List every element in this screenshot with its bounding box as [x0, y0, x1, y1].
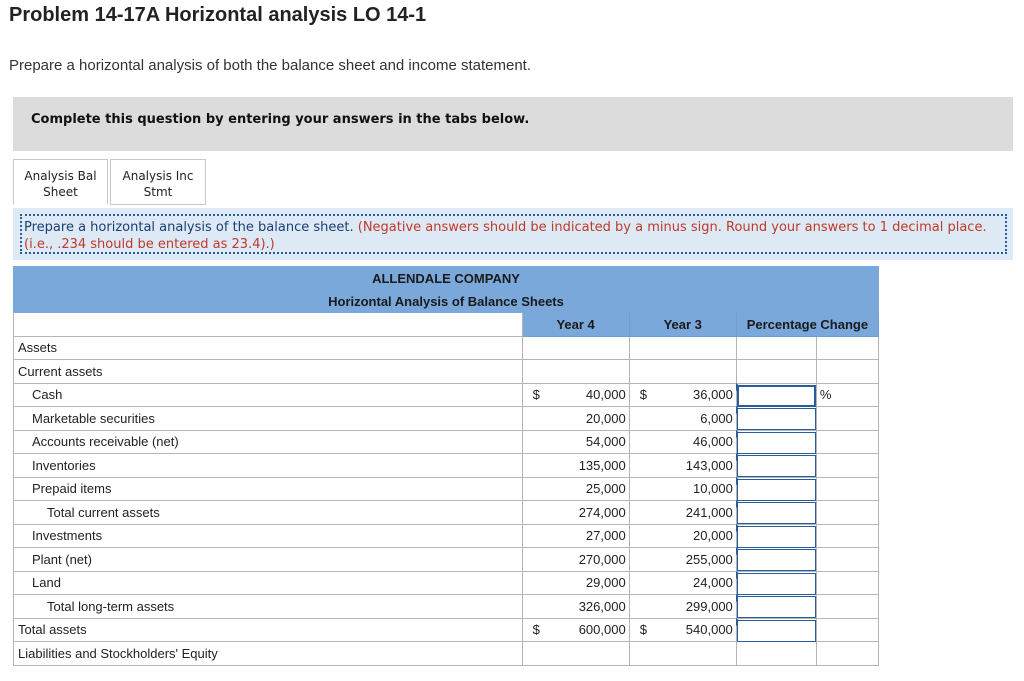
percentage-change-input[interactable]	[737, 479, 816, 501]
row-label: Cash	[14, 383, 523, 407]
percent-sign	[816, 595, 878, 619]
tab-label-line2: Stmt	[143, 185, 173, 199]
table-row	[14, 407, 879, 431]
year4-value: 40,000	[548, 383, 629, 407]
percent-sign	[816, 548, 878, 572]
percentage-cell	[736, 454, 816, 478]
table-row	[14, 571, 879, 595]
table-row	[14, 548, 879, 572]
year3-value: 299,000	[655, 595, 736, 619]
dollar-sign	[522, 501, 548, 525]
header-blank	[14, 313, 523, 337]
table-row	[14, 454, 879, 478]
percent-sign	[816, 407, 878, 431]
table-subtitle: Horizontal Analysis of Balance Sheets	[14, 290, 879, 313]
year3-value: 540,000	[655, 618, 736, 642]
intro-text: Prepare a horizontal analysis of both the balance sheet and income statement.	[9, 57, 531, 74]
dollar-sign	[629, 477, 655, 501]
dollar-sign	[522, 548, 548, 572]
dollar-sign	[629, 595, 655, 619]
year4-value: 135,000	[548, 454, 629, 478]
percent-sign	[816, 524, 878, 548]
year4-value: 20,000	[548, 407, 629, 431]
dollar-sign	[522, 430, 548, 454]
percentage-change-input[interactable]	[737, 526, 816, 548]
dollar-sign	[629, 501, 655, 525]
table-row	[14, 477, 879, 501]
instruction-note: (Negative answers should be indicated by a minus sign. Round your answers to 1 decimal place. (i.e., .234 should be entered as 23.4).)	[24, 220, 987, 252]
section-current-assets: Current assets	[14, 360, 523, 384]
dollar-sign	[522, 524, 548, 548]
percent-sign	[816, 618, 878, 642]
dollar-sign	[629, 524, 655, 548]
col-header-year4: Year 4	[522, 313, 629, 337]
dollar-sign	[522, 595, 548, 619]
year4-value: 27,000	[548, 524, 629, 548]
percent-sign	[816, 430, 878, 454]
instruction-text	[20, 214, 1007, 254]
table-row	[14, 595, 879, 619]
section-assets: Assets	[14, 336, 523, 360]
table-row	[14, 501, 879, 525]
percentage-change-input[interactable]	[737, 455, 816, 477]
row-label: Total long-term assets	[14, 595, 523, 619]
dollar-sign	[522, 407, 548, 431]
percent-sign	[816, 501, 878, 525]
company-name: ALLENDALE COMPANY	[14, 267, 879, 290]
instruction-box	[13, 208, 1013, 260]
tab-analysis-inc-stmt[interactable]	[110, 159, 206, 205]
percentage-change-input[interactable]	[737, 385, 816, 407]
year4-value: 270,000	[548, 548, 629, 572]
instruction-main: Prepare a horizontal analysis of the balance sheet.	[24, 220, 354, 235]
tab-label-line2: Sheet	[43, 185, 78, 199]
percentage-cell	[736, 524, 816, 548]
year4-value: 274,000	[548, 501, 629, 525]
percentage-cell	[736, 548, 816, 572]
dollar-sign	[522, 571, 548, 595]
year3-value: 46,000	[655, 430, 736, 454]
percent-sign	[816, 454, 878, 478]
row-label: Total current assets	[14, 501, 523, 525]
dollar-sign	[629, 571, 655, 595]
col-header-year3: Year 3	[629, 313, 736, 337]
table-row	[14, 430, 879, 454]
row-label: Accounts receivable (net)	[14, 430, 523, 454]
percentage-cell	[736, 595, 816, 619]
tab-bar	[13, 159, 206, 205]
tab-analysis-bal-sheet[interactable]	[13, 159, 108, 205]
percentage-change-input[interactable]	[737, 432, 816, 454]
year3-value: 10,000	[655, 477, 736, 501]
percentage-change-input[interactable]	[737, 596, 816, 618]
tab-label-line1: Analysis Bal	[24, 169, 97, 183]
percentage-change-input[interactable]	[737, 408, 816, 430]
tab-label-line1: Analysis Inc	[122, 169, 194, 183]
percent-sign	[816, 571, 878, 595]
dollar-sign: $	[629, 618, 655, 642]
year4-value: 29,000	[548, 571, 629, 595]
dollar-sign	[629, 548, 655, 572]
table-row	[14, 383, 879, 407]
percentage-change-input[interactable]	[737, 620, 816, 642]
dollar-sign: $	[522, 383, 548, 407]
year3-value: 143,000	[655, 454, 736, 478]
percentage-change-input[interactable]	[737, 502, 816, 524]
banner-text: Complete this question by entering your answers in the tabs below.	[31, 112, 530, 127]
page-title: Problem 14-17A Horizontal analysis LO 14-1	[9, 4, 427, 26]
year3-value: 241,000	[655, 501, 736, 525]
percentage-change-input[interactable]	[737, 549, 816, 571]
year3-value: 36,000	[655, 383, 736, 407]
row-label: Marketable securities	[14, 407, 523, 431]
percentage-cell	[736, 618, 816, 642]
section-liabilities: Liabilities and Stockholders' Equity	[14, 642, 523, 666]
dollar-sign	[629, 454, 655, 478]
col-header-percentage-change: Percentage Change	[736, 313, 878, 337]
table-row	[14, 524, 879, 548]
percentage-cell	[736, 571, 816, 595]
instructions-banner	[13, 97, 1013, 151]
year3-value: 24,000	[655, 571, 736, 595]
table-row	[14, 618, 879, 642]
row-label: Total assets	[14, 618, 523, 642]
percent-sign	[816, 477, 878, 501]
row-label: Inventories	[14, 454, 523, 478]
row-label: Prepaid items	[14, 477, 523, 501]
year4-value: 326,000	[548, 595, 629, 619]
year3-value: 255,000	[655, 548, 736, 572]
percentage-change-input[interactable]	[737, 573, 816, 595]
year4-value: 54,000	[548, 430, 629, 454]
dollar-sign	[629, 407, 655, 431]
percentage-cell	[736, 501, 816, 525]
percentage-cell	[736, 477, 816, 501]
dollar-sign	[522, 477, 548, 501]
percentage-cell	[736, 430, 816, 454]
dollar-sign: $	[629, 383, 655, 407]
percentage-cell	[736, 407, 816, 431]
percent-sign: %	[816, 383, 878, 407]
row-label: Plant (net)	[14, 548, 523, 572]
year3-value: 6,000	[655, 407, 736, 431]
dollar-sign	[522, 454, 548, 478]
percentage-cell	[736, 383, 816, 407]
row-label: Land	[14, 571, 523, 595]
dollar-sign	[629, 430, 655, 454]
year4-value: 600,000	[548, 618, 629, 642]
row-label: Investments	[14, 524, 523, 548]
year4-value: 25,000	[548, 477, 629, 501]
dollar-sign: $	[522, 618, 548, 642]
year3-value: 20,000	[655, 524, 736, 548]
balance-sheet-table	[13, 266, 879, 666]
